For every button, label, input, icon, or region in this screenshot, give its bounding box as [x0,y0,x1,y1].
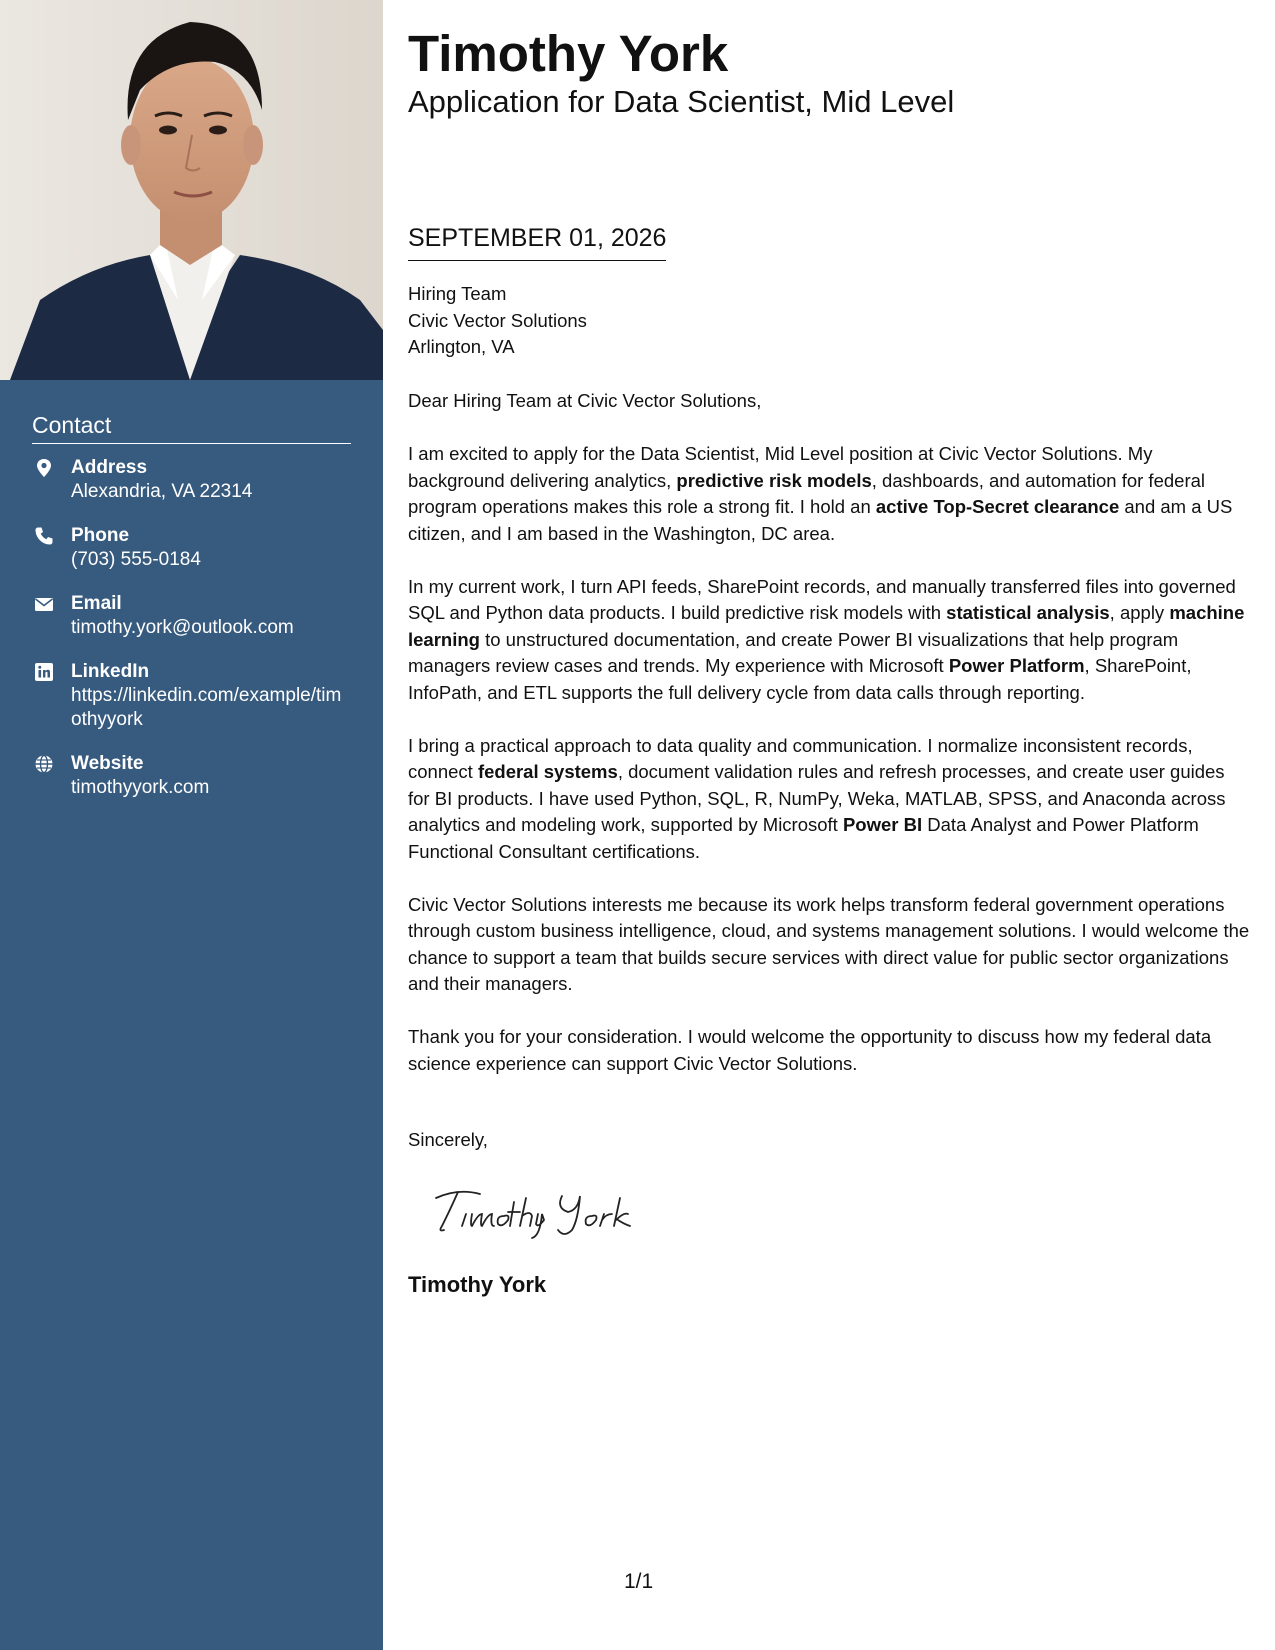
contact-linkedin [32,660,351,732]
paragraph-1: I am excited to apply for the Data Scientist, Mid Level position at Civic Vector Solutions. My background delivering analytics, predictive risk models, dashboards, and automation for federal program operations makes this role a strong fit. I hold an active Top-Secret clearance and am a US citizen, and I am based in the Washington, DC area. [408,443,1233,544]
greeting: Dear Hiring Team at Civic Vector Solutions, [408,390,762,411]
paragraph-2: In my current work, I turn API feeds, SharePoint records, and manually transferred files into governed SQL and Python data products. I build predictive risk models with statistical analysis, apply machine learning to unstructured documentation, and create Power BI visualizations that help program managers review cases and trends. My experience with Microsoft Power Platform, SharePoint, InfoPath, and ETL supports the full delivery cycle from data calls through reporting. [408,575,1245,703]
website-value[interactable]: timothyyork.com [71,777,210,798]
profile-photo [0,0,383,380]
contact-phone [32,524,351,572]
recipient-line: Hiring Team [408,283,507,304]
signed-name: Timothy York [408,1272,547,1297]
phone-icon [34,526,54,546]
contact-list [32,456,351,820]
recipient-block [408,281,587,361]
contact-heading: Contact [32,412,351,444]
envelope-icon [34,594,54,614]
letter-date: SEPTEMBER 01, 2026 [408,222,666,261]
address-label: Address [71,457,148,478]
closing: Sincerely, [408,1129,488,1150]
contact-address [32,456,351,504]
page-number: 1/1 [624,1570,654,1593]
paragraph-4: Civic Vector Solutions interests me because its work helps transform federal government operations through custom business intelligence, cloud, and systems management solutions. I would welcome the chance to support a team that builds secure services with direct value for public sector organizations and their managers. [408,893,1250,994]
linkedin-icon [34,662,54,682]
application-title: Application for Data Scientist, Mid Level [408,84,955,119]
location-pin-icon [34,458,54,478]
applicant-name: Timothy York [408,25,729,82]
email-value[interactable]: timothy.york@outlook.com [71,617,294,638]
recipient-location: Arlington, VA [408,336,515,357]
handwritten-signature [428,1180,668,1240]
linkedin-label: LinkedIn [71,661,150,682]
recipient-company: Civic Vector Solutions [408,309,587,331]
contact-email [32,592,351,640]
paragraph-3: I bring a practical approach to data quality and communication. I normalize inconsistent records, connect federal systems, document validation rules and refresh processes, and create user guides for BI products. I have used Python, SQL, R, NumPy, Weka, MATLAB, SPSS, and Anaconda across analytics and modeling work, supported by Microsoft Power BI Data Analyst and Power Platform Functional Consultant certifications. [408,734,1226,862]
letter-body [408,388,1250,1104]
phone-value[interactable]: (703) 555-0184 [71,549,201,570]
email-label: Email [71,593,122,614]
website-label: Website [71,753,144,774]
globe-icon [34,754,54,774]
contact-website [32,752,351,800]
address-value: Alexandria, VA 22314 [71,481,253,502]
sidebar [0,0,383,1650]
linkedin-value[interactable]: https://linkedin.com/example/timothyyork [71,685,342,730]
phone-label: Phone [71,525,130,546]
paragraph-5: Thank you for your consideration. I would welcome the opportunity to discuss how my federal data science experience can support Civic Vector Solutions. [408,1026,1212,1074]
